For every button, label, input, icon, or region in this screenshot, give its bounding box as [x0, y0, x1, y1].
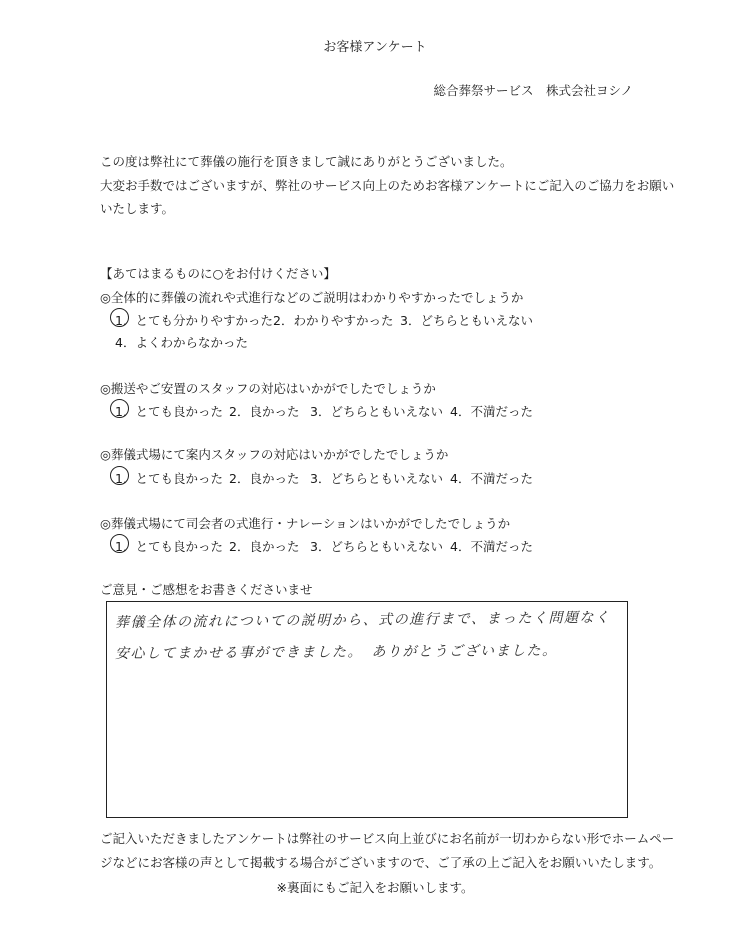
q1-option-2[interactable]: 2．わかりやすかった	[273, 313, 394, 328]
question-2: ◎搬送やご安置のスタッフの対応はいかがでしたでしょうか	[100, 381, 436, 396]
q3-option-2[interactable]: 2．良かった	[229, 471, 300, 486]
question-3: ◎葬儀式場にて案内スタッフの対応はいかがでしたでしょうか	[100, 447, 449, 462]
page-title: お客様アンケート	[323, 40, 427, 55]
handwritten-comment-line-2: 安心してまかせる事ができました。 ありがとうございました。	[114, 642, 558, 662]
q2-option-4[interactable]: 4．不満だった	[450, 404, 533, 419]
comments-label: ご意見・ご感想をお書きくださいませ	[100, 582, 313, 597]
q1-option-3[interactable]: 3．どちらともいえない	[400, 313, 533, 328]
q3-selected-circle: 1．とても良かった	[115, 471, 223, 486]
q2-option-2[interactable]: 2．良かった	[229, 404, 300, 419]
q1-option-1[interactable]	[115, 311, 273, 329]
q3-option-4[interactable]: 4．不満だった	[450, 471, 533, 486]
intro-line-3: いたします。	[100, 201, 175, 216]
intro-line-2: 大変お手数ではございますが、弊社のサービス向上のためお客様アンケートにご記入のご協力をお願い	[100, 178, 675, 193]
comments-box[interactable]	[106, 601, 628, 818]
question-4: ◎葬儀式場にて司会者の式進行・ナレーションはいかがでしたでしょうか	[100, 516, 511, 531]
intro-line-1: この度は弊社にて葬儀の施行を頂きまして誠にありがとうございました。	[100, 154, 513, 169]
q2-selected-circle: 1．とても良かった	[115, 404, 223, 419]
footer-line-1: ご記入いただきましたアンケートは弊社のサービス向上並びにお名前が一切わからない形でホームペー	[100, 831, 675, 846]
q2-option-1[interactable]	[115, 402, 223, 420]
footer-note: ※裏面にもご記入をお願いします。	[276, 880, 474, 895]
q4-option-3[interactable]: 3．どちらともいえない	[310, 539, 443, 554]
q3-option-3[interactable]: 3．どちらともいえない	[310, 471, 443, 486]
q1-selected-circle: 1．とても分かりやすかった	[115, 313, 273, 328]
footer-line-2: ジなどにお客様の声として掲載する場合がございますので、ご了承の上ご記入をお願いいたします。	[100, 855, 662, 870]
handwritten-comment-line-1: 葬儀全体の流れについての説明から、式の進行まで、まったく問題なく	[114, 609, 611, 631]
q4-selected-circle: 1．とても良かった	[115, 539, 223, 554]
q2-option-3[interactable]: 3．どちらともいえない	[310, 404, 443, 419]
q1-option-4[interactable]: 4．よくわからなかった	[115, 335, 248, 350]
q3-option-1[interactable]	[115, 469, 223, 487]
company-name: 総合葬祭サービス 株式会社ヨシノ	[433, 83, 633, 98]
instruction: 【あてはまるものに○をお付けください】	[100, 266, 336, 281]
question-1: ◎全体的に葬儀の流れや式進行などのご説明はわかりやすかったでしょうか	[100, 290, 524, 305]
q4-option-2[interactable]: 2．良かった	[229, 539, 300, 554]
q4-option-4[interactable]: 4．不満だった	[450, 539, 533, 554]
q4-option-1[interactable]	[115, 537, 223, 555]
